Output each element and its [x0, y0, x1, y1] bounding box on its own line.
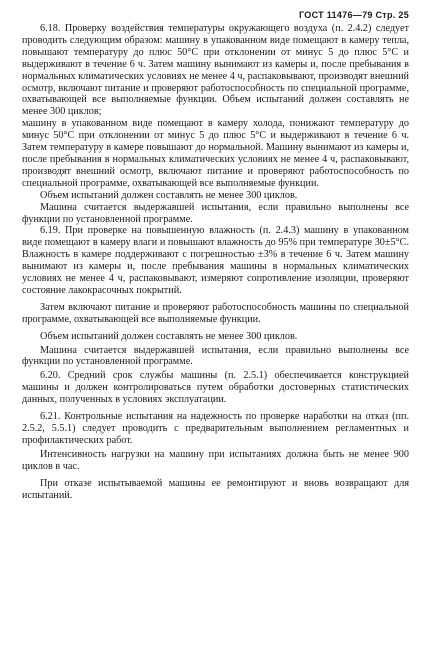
paragraph-6-21: 6.21. Контрольные испытания на надежность по проверке наработки на отказ (пп. 2.5.2, 5.5.1) следует проводить с предварительным выполнением регламентных и профилактических работ.: [22, 411, 409, 446]
paragraph-test-volume-2: Объем испытаний должен составлять не менее 300 циклов.: [40, 330, 298, 342]
paragraph-cold-test: машину в упакованном виде помещают в камеру холода, понижают температуру до минус 50°С при отклонении от минус 5 до плюс 5°С и выдерживают в течение 6 ч. Затем температуру в камере повышают до нормальной. Машину вынимают из камеры и, после пребывания в нормальных климатических условиях не менее 4 ч, распаковывают, производят внешний осмотр, включают питание и проверяют работоспособность по специальной программе, охватывающей все выполняемые функции.: [22, 118, 409, 189]
paragraph-pass-criteria-2: Машина считается выдержавшей испытания, если правильно выполнены все функции по установленной программе.: [22, 344, 409, 368]
page-header: ГОСТ 11476—79 Стр. 25: [298, 10, 409, 20]
paragraph-pass-criteria: Машина считается выдержавшей испытания, если правильно выполнены все функции по установленной программе.: [22, 201, 409, 225]
paragraph-power-on: Затем включают питание и проверяют работоспособность машины по специальной программе, охватывающей все выполняемые функции.: [22, 301, 409, 325]
paragraph-failure-handling: При отказе испытываемой машины ее ремонтируют и вновь возвращают для испытаний.: [22, 477, 409, 501]
paragraph-load-intensity: Интенсивность нагрузки на машину при испытаниях должна быть не менее 900 циклов в час.: [22, 448, 409, 472]
paragraph-test-volume: Объем испытаний должен составлять не менее 300 циклов.: [40, 189, 298, 201]
paragraph-6-18: 6.18. Проверку воздействия температуры окружающего воздуха (п. 2.4.2) следует проводить следующим образом: машину в упакованном виде помещают в камеру тепла, повышают температуру до плюс 50°С при отклонении от минус 5 до плюс 5°С и выдерживают в течение 6 ч. Затем машину вынимают из камеры и, после пребывания в нормальных климатических условиях не менее 4 ч, распаковывают, производят внешний осмотр, включают питание и проверяют работоспособность по специальной программе, охватывающей все выполняемые функции. Объем испытаний должен составлять не менее 300 циклов;: [22, 23, 409, 118]
paragraph-6-20: 6.20. Средний срок службы машины (п. 2.5.1) обеспечивается конструкцией машины и должен контролироваться путем обработки достоверных статистических данных, полученных в условиях эксплуатации.: [22, 370, 409, 406]
paragraph-6-19: 6.19. При проверке на повышенную влажность (п. 2.4.3) машину в упакованном виде помещают в камеру влаги и повышают влажность до 95% при температуре 30±5°С. Влажность в камере поддерживают с погрешностью ±3% в течение 6 ч. Затем машину вынимают из камеры и, после пребывания машины в нормальных климатических условиях не менее 4 ч, распаковывают, измеряют сопротивление изоляции, проверяют состояние лакокрасочных покрытий.: [22, 225, 409, 296]
